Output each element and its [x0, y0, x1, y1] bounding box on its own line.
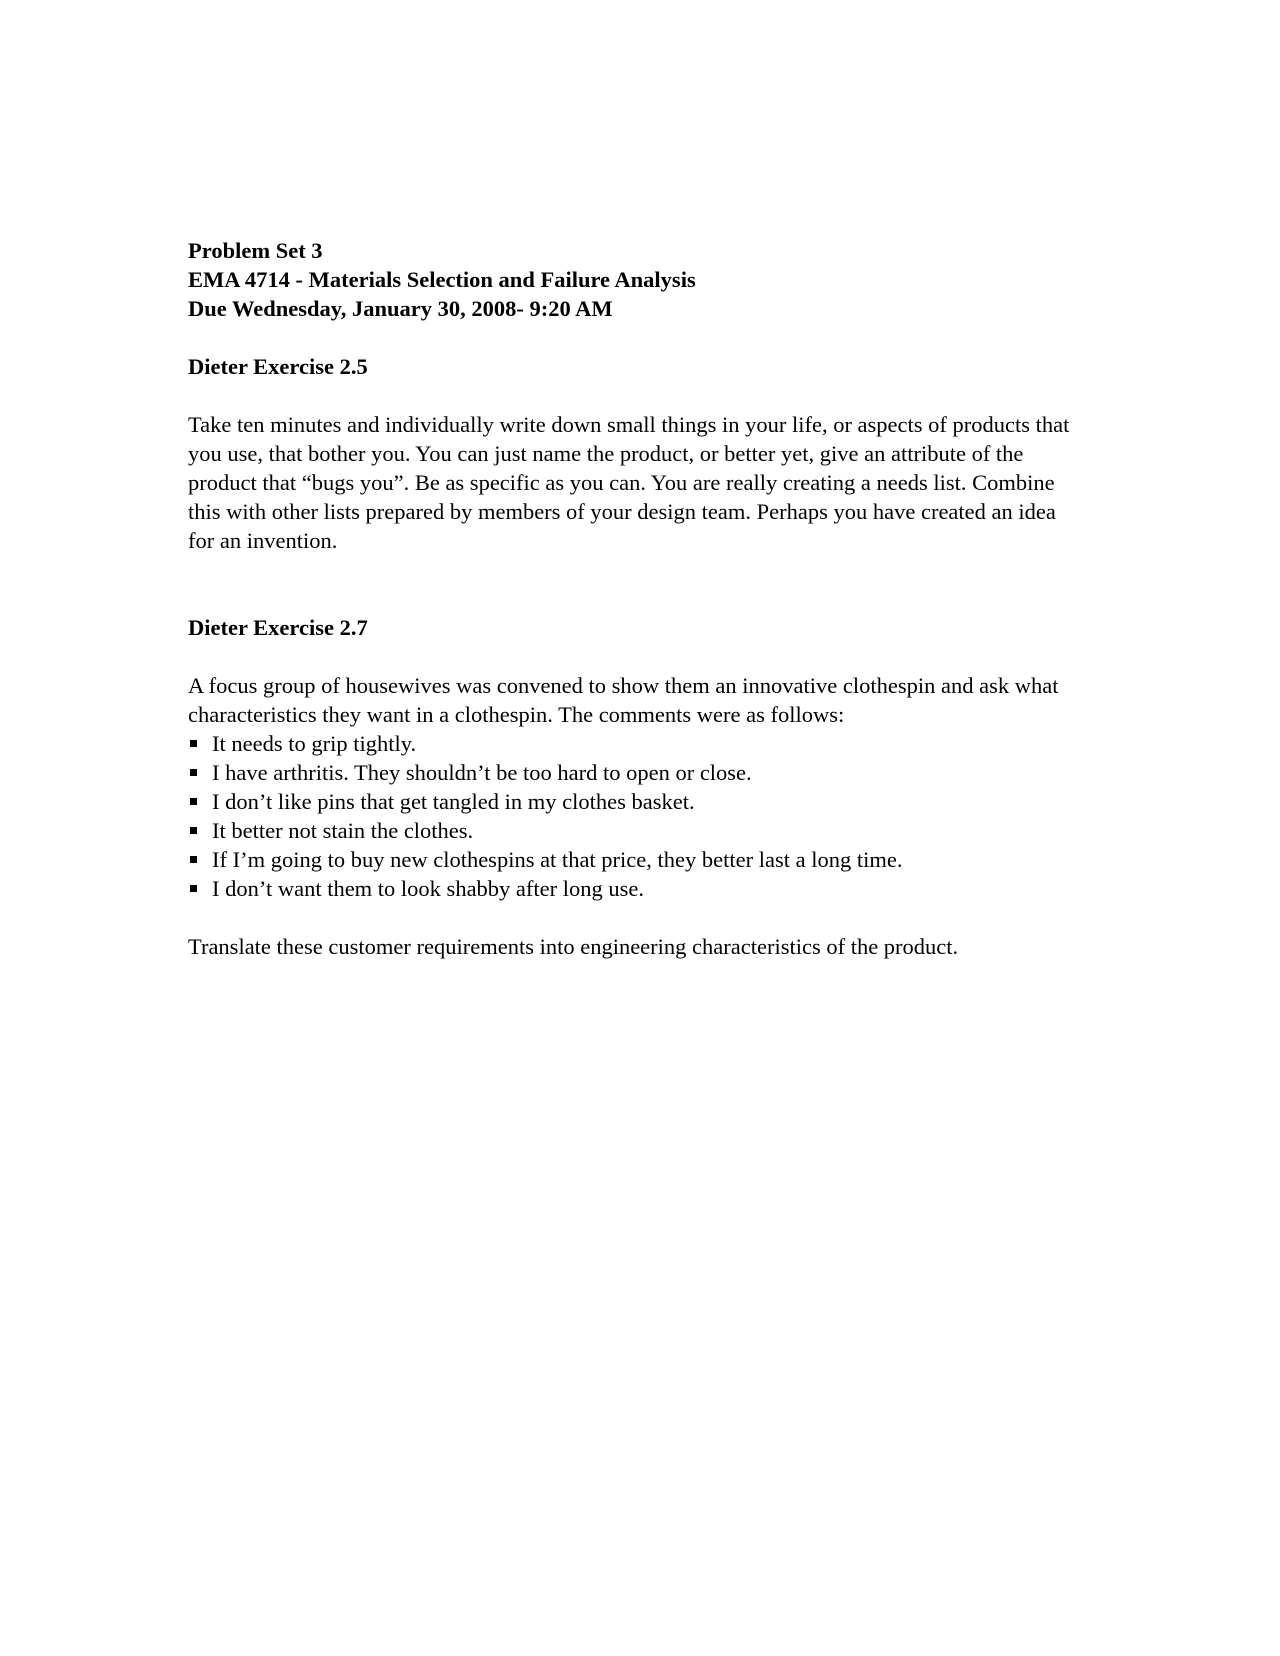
- square-bullet-icon: [190, 827, 197, 834]
- exercise-instruction: Translate these customer requirements into engineering characteristics of the product.: [188, 934, 959, 959]
- exercise-body: Take ten minutes and individually write down small things in your life, or aspects of products that you use, that bother you. You can just name the product, or better yet, give an attribute of the product that “bugs you”. Be as specific as you can. You are really creating a needs list. Combine this with other lists prepared by members of your design team. Perhaps you have created an idea for an invention.: [188, 412, 1070, 553]
- square-bullet-icon: [190, 885, 197, 892]
- comment-text: If I’m going to buy new clothespins at that price, they better last a long time.: [212, 847, 903, 872]
- square-bullet-icon: [190, 856, 197, 863]
- square-bullet-icon: [190, 798, 197, 805]
- course-title: EMA 4714 - Materials Selection and Failure Analysis: [188, 267, 696, 292]
- list-item: [188, 874, 1088, 903]
- list-item: [188, 758, 1088, 787]
- square-bullet-icon: [190, 740, 197, 747]
- due-date: Due Wednesday, January 30, 2008- 9:20 AM: [188, 296, 613, 321]
- list-item: [188, 816, 1088, 845]
- comment-text: I have arthritis. They shouldn’t be too hard to open or close.: [212, 760, 752, 785]
- document-header: [188, 236, 1088, 323]
- exercise-2-7: [188, 613, 1088, 961]
- comment-text: I don’t like pins that get tangled in my clothes basket.: [212, 789, 695, 814]
- comments-list: [188, 729, 1088, 903]
- exercise-heading: Dieter Exercise 2.5: [188, 354, 368, 379]
- exercise-2-5: [188, 352, 1088, 555]
- list-item: [188, 845, 1088, 874]
- exercise-heading: Dieter Exercise 2.7: [188, 615, 368, 640]
- list-item: [188, 787, 1088, 816]
- document-page: [188, 236, 1088, 961]
- problem-set-title: Problem Set 3: [188, 238, 323, 263]
- comment-text: It needs to grip tightly.: [212, 731, 417, 756]
- exercise-intro: A focus group of housewives was convened to show them an innovative clothespin and ask what characteristics they want in a clothespin. The comments were as follows:: [188, 673, 1059, 727]
- comment-text: It better not stain the clothes.: [212, 818, 474, 843]
- square-bullet-icon: [190, 769, 197, 776]
- comment-text: I don’t want them to look shabby after long use.: [212, 876, 645, 901]
- list-item: [188, 729, 1088, 758]
